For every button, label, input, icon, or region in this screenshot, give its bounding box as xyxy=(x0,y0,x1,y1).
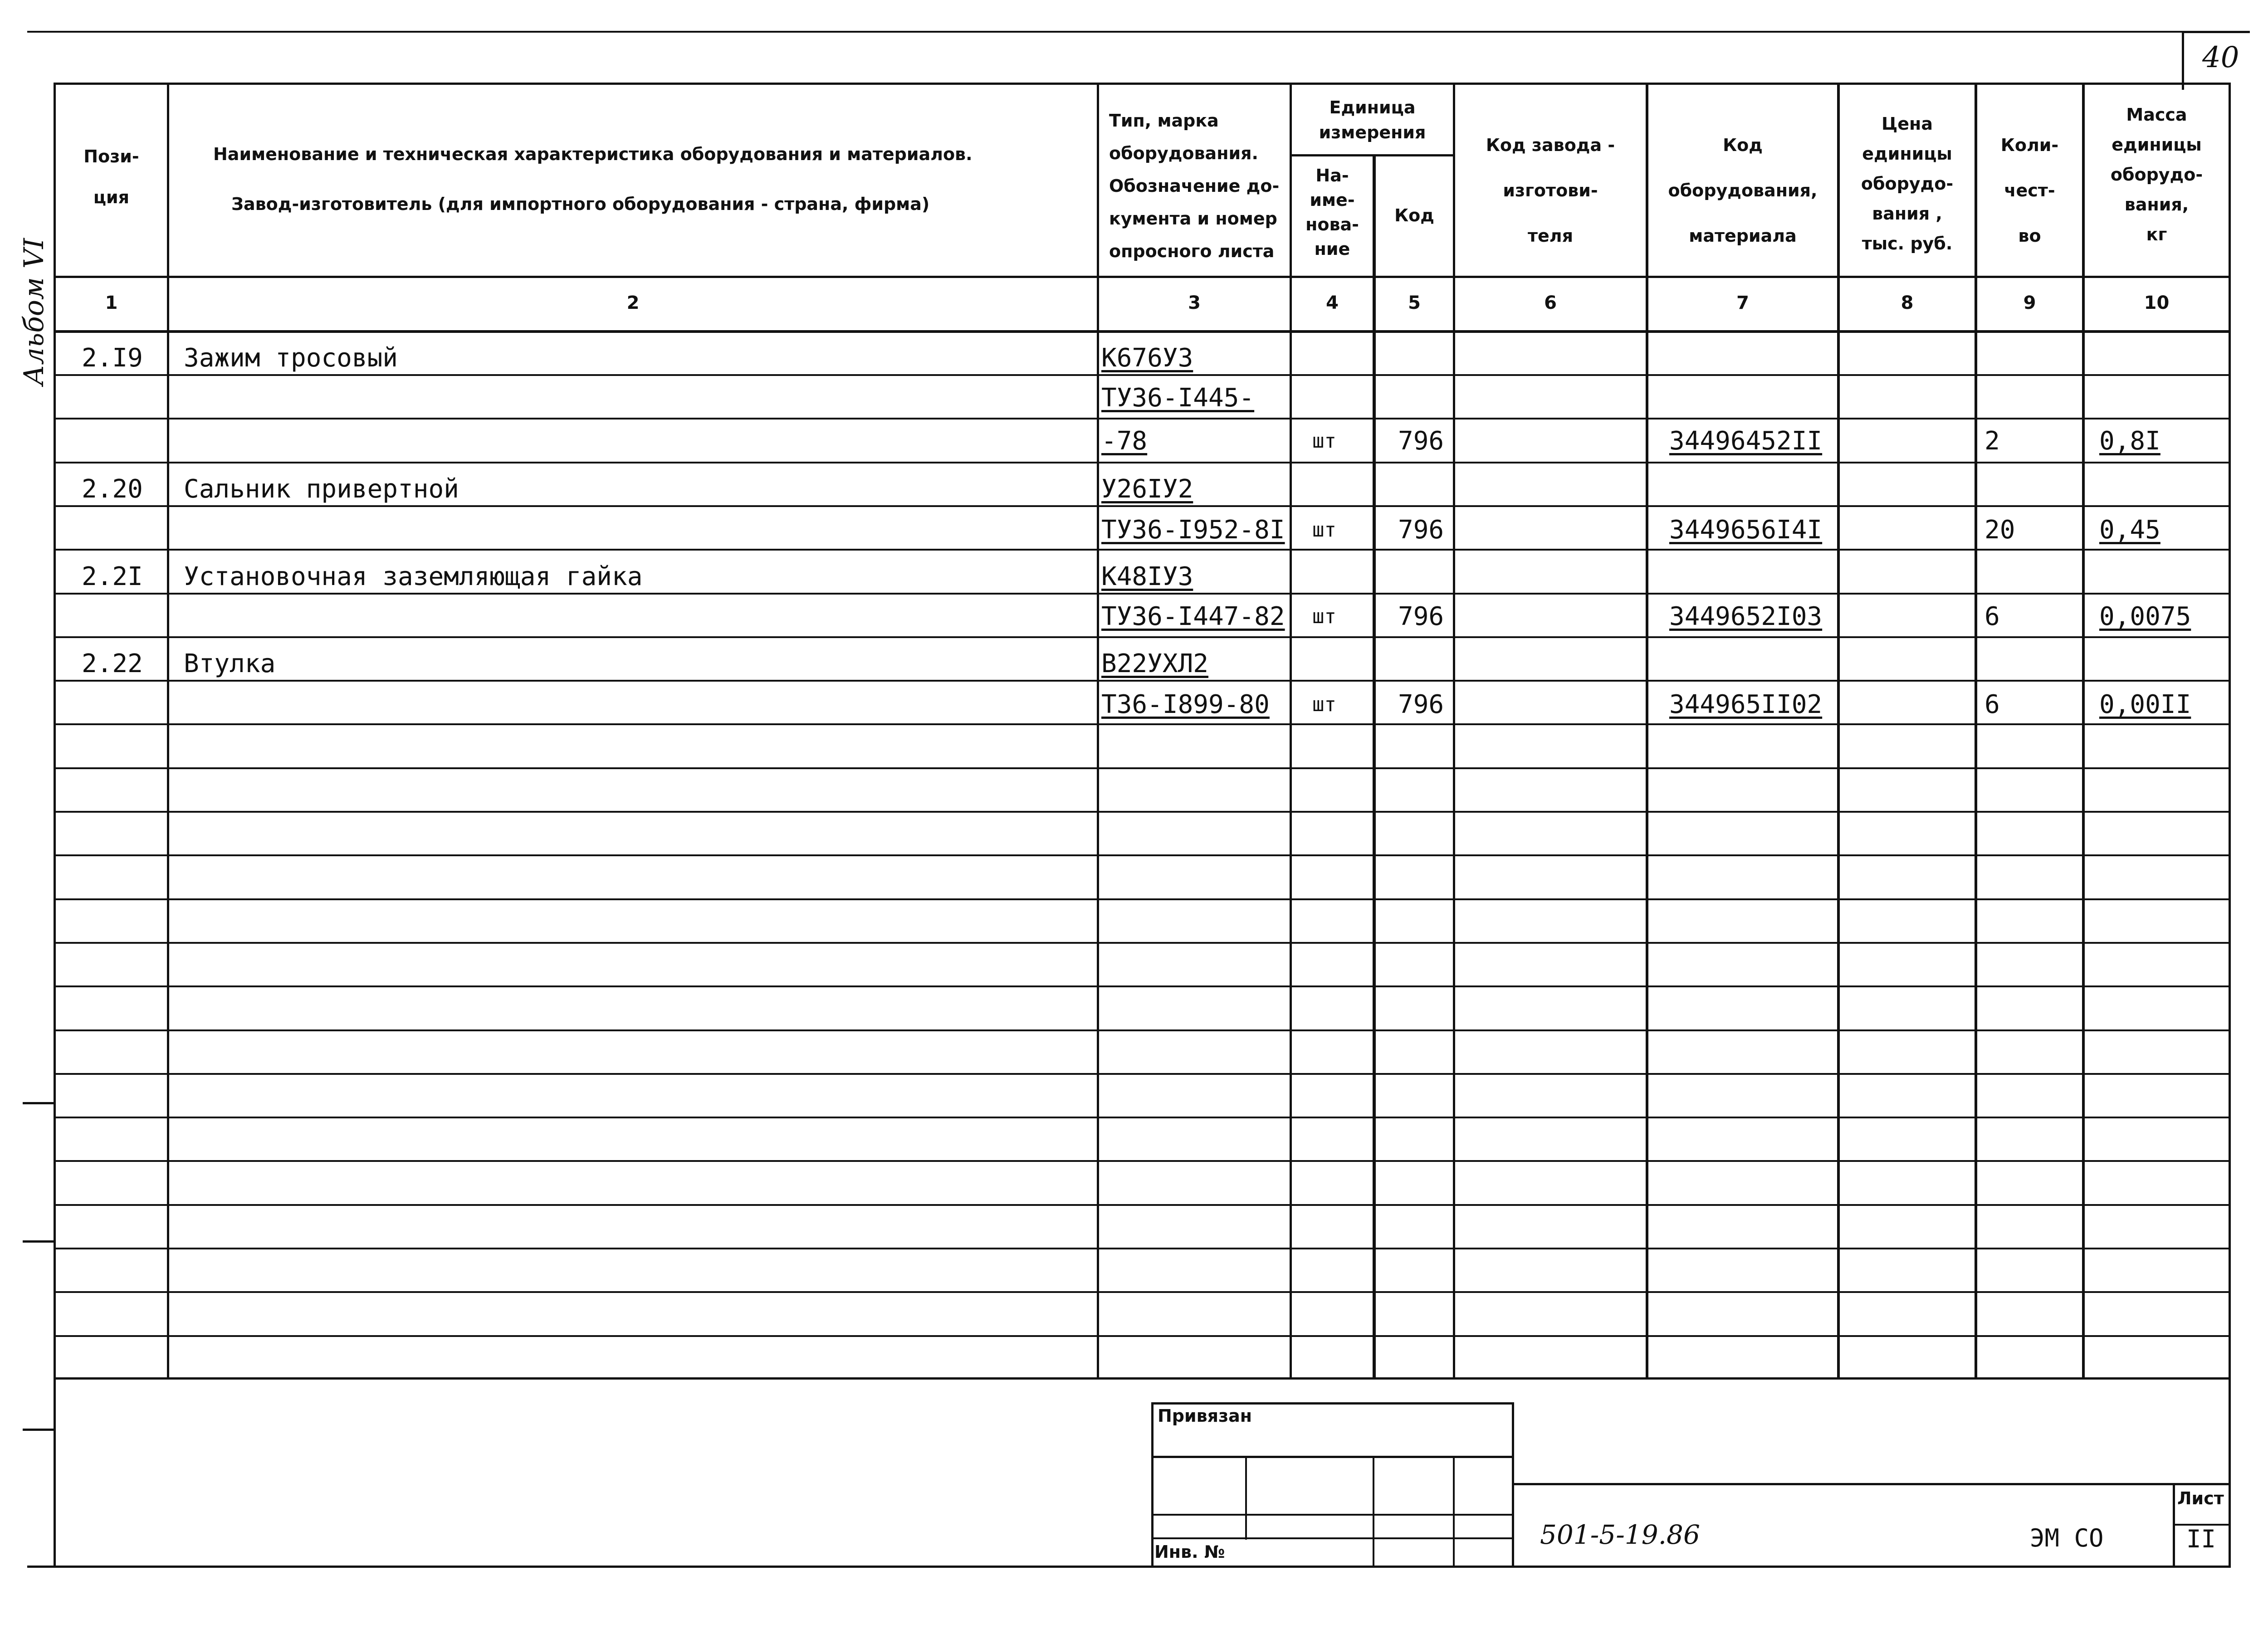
hdr-col4: На- име- нова- ние xyxy=(1305,166,1359,259)
row-rule xyxy=(54,462,2231,463)
top-rule xyxy=(27,31,2182,33)
row-rule xyxy=(54,723,2231,725)
equipment-code-cell: 34496452II xyxy=(1669,426,1823,456)
bottom-frame-left xyxy=(54,1379,56,1567)
units-split-rule xyxy=(1290,154,1455,156)
row-rule xyxy=(54,593,2231,595)
type-cell: -78 xyxy=(1101,426,1148,456)
row-rule xyxy=(54,985,2231,987)
colnum-2: 2 xyxy=(626,293,640,313)
type-cell: ТУ36-I447-82 xyxy=(1101,602,1285,631)
stamp-sep xyxy=(1453,1456,1455,1567)
stamp-rule xyxy=(1151,1514,1514,1516)
mass-cell: 0,45 xyxy=(2099,515,2160,545)
hdr-col2: Наименование и техническая характеристика оборудования и материалов. Завод-изготовитель (для импортного оборудования - страна, фирма) xyxy=(213,144,973,214)
margin-tick xyxy=(23,1102,54,1104)
row-rule xyxy=(54,898,2231,900)
row-rule xyxy=(54,505,2231,507)
row-rule xyxy=(54,1335,2231,1337)
row-rule xyxy=(54,1117,2231,1118)
row-rule xyxy=(54,1160,2231,1162)
margin-tick xyxy=(23,1429,54,1431)
row-rule xyxy=(54,418,2231,419)
stamp-sep xyxy=(1373,1456,1374,1567)
unit-code-cell: 796 xyxy=(1398,690,1444,719)
header-bottom-rule xyxy=(54,276,2231,278)
row-rule xyxy=(54,767,2231,769)
hdr-col3: Тип, марка оборудования. Обозначение до- кумента и номер опросного листа xyxy=(1109,111,1280,261)
type-cell: ТУ36-I445- xyxy=(1101,383,1255,413)
unit-code-cell: 796 xyxy=(1398,602,1444,631)
col-sep-5 xyxy=(1453,83,1455,1380)
colnum-9: 9 xyxy=(2023,293,2036,313)
album-label: Альбом VI xyxy=(18,238,50,385)
name-cell: Втулка xyxy=(184,649,276,678)
row-rule xyxy=(54,1073,2231,1075)
stamp-attached-label: Привязан xyxy=(1158,1406,1252,1426)
row-rule xyxy=(54,854,2231,856)
row-rule xyxy=(54,942,2231,944)
position-cell: 2.I9 xyxy=(82,343,143,373)
sheet-number: II xyxy=(2186,1525,2216,1553)
col-sep-1 xyxy=(167,83,169,1380)
equipment-code-cell: 3449656I4I xyxy=(1669,515,1823,545)
type-cell: У26IУ2 xyxy=(1101,474,1193,504)
colnum-6: 6 xyxy=(1544,293,1557,313)
title-block-rule xyxy=(1514,1483,2231,1485)
col-sep-2 xyxy=(1097,83,1099,1380)
quantity-cell: 2 xyxy=(1984,426,2000,456)
colnum-1: 1 xyxy=(105,293,118,313)
sheet-box-sep xyxy=(2173,1483,2175,1567)
row-rule xyxy=(54,1248,2231,1249)
hdr-col8: Цена единицы оборудо- вания , тыс. руб. xyxy=(1861,114,1954,254)
row-rule xyxy=(54,549,2231,551)
designation: 501-5-19.86 xyxy=(1540,1519,1700,1550)
mass-cell: 0,0075 xyxy=(2099,602,2191,631)
name-cell: Зажим тросовый xyxy=(184,343,398,373)
colnum-8: 8 xyxy=(1901,293,1914,313)
colnum-3: 3 xyxy=(1188,293,1201,313)
row-rule xyxy=(54,636,2231,638)
hdr-col45-group: Единица измерения xyxy=(1319,98,1426,142)
unit-name-cell: шт xyxy=(1312,693,1336,716)
colnum-10: 10 xyxy=(2144,293,2170,313)
unit-name-cell: шт xyxy=(1312,429,1336,453)
col-sep-8 xyxy=(1975,83,1977,1380)
hdr-col6: Код завода - изготови- теля xyxy=(1486,135,1615,246)
hdr-col5: Код xyxy=(1394,205,1434,225)
equipment-code-cell: 344965II02 xyxy=(1669,690,1823,719)
position-cell: 2.2I xyxy=(82,562,143,591)
row-rule xyxy=(54,680,2231,682)
name-cell: Установочная заземляющая гайка xyxy=(184,562,643,591)
stamp-rule xyxy=(1151,1456,1514,1458)
colnum-bottom-rule xyxy=(54,330,2231,333)
position-cell: 2.20 xyxy=(82,474,143,504)
quantity-cell: 6 xyxy=(1984,602,2000,631)
unit-code-cell: 796 xyxy=(1398,426,1444,456)
bottom-rule xyxy=(27,1566,2231,1568)
hdr-col9: Коли- чест- во xyxy=(2000,135,2059,246)
hdr-col7: Код оборудования, материала xyxy=(1668,135,1818,246)
bottom-frame-right xyxy=(2229,1379,2231,1567)
name-cell: Сальник привертной xyxy=(184,474,459,504)
quantity-cell: 20 xyxy=(1984,515,2015,545)
quantity-cell: 6 xyxy=(1984,690,2000,719)
equipment-code-cell: 3449652I03 xyxy=(1669,602,1823,631)
mass-cell: 0,00II xyxy=(2099,690,2191,719)
col-sep-3 xyxy=(1290,83,1292,1380)
section-code: ЭМ СО xyxy=(2030,1524,2104,1552)
hdr-col1: Пози- ция xyxy=(83,146,139,207)
row-rule xyxy=(54,374,2231,376)
unit-name-cell: шт xyxy=(1312,605,1336,628)
row-rule xyxy=(54,1291,2231,1293)
hdr-col10: Масса единицы оборудо- вания, кг xyxy=(2110,105,2203,244)
col-sep-4 xyxy=(1373,154,1376,1380)
row-rule xyxy=(54,811,2231,813)
col-sep-7 xyxy=(1837,83,1840,1380)
colnum-5: 5 xyxy=(1408,293,1421,313)
unit-name-cell: шт xyxy=(1312,518,1336,541)
type-cell: ТУ36-I952-8I xyxy=(1101,515,1285,545)
col-sep-9 xyxy=(2082,83,2085,1380)
row-rule xyxy=(54,1029,2231,1031)
type-cell: Т36-I899-80 xyxy=(1101,690,1270,719)
type-cell: К676УЗ xyxy=(1101,343,1193,373)
col-sep-6 xyxy=(1646,83,1648,1380)
row-rule xyxy=(54,1204,2231,1206)
type-cell: К48IУЗ xyxy=(1101,562,1193,591)
position-cell: 2.22 xyxy=(82,649,143,678)
unit-code-cell: 796 xyxy=(1398,515,1444,545)
stamp-rule xyxy=(1151,1537,1514,1539)
colnum-4: 4 xyxy=(1326,293,1339,313)
type-cell: В22УХЛ2 xyxy=(1101,649,1209,678)
colnum-7: 7 xyxy=(1736,293,1749,313)
stamp-inv-label: Инв. № xyxy=(1154,1542,1225,1562)
margin-tick xyxy=(23,1240,54,1243)
sheet-label: Лист xyxy=(2177,1488,2224,1508)
mass-cell: 0,8I xyxy=(2099,426,2160,456)
stamp-sep xyxy=(1245,1456,1247,1540)
corner-number: 40 xyxy=(2202,41,2239,74)
